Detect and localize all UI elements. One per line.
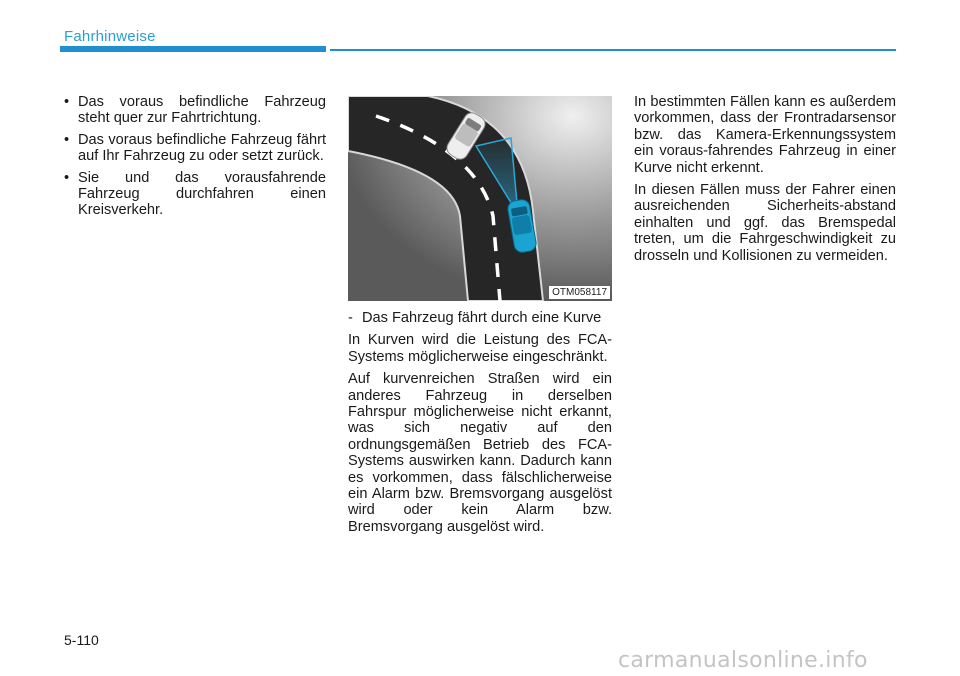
dash-item <box>348 310 612 326</box>
page-number: 5-110 <box>64 632 99 648</box>
dash-marker: - <box>348 310 353 326</box>
curve-road-image <box>348 96 612 301</box>
section-title: Fahrhinweise <box>64 28 156 45</box>
bullet-list <box>64 94 326 219</box>
bullet-item: • Das voraus befindliche Fahrzeug fährt auf Ihr Fahrzeug zu oder setzt zurück. <box>64 132 326 165</box>
paragraph: In diesen Fällen muss der Fahrer einen ausreichenden Sicherheits-abstand einhalten und ggf. das Bremspedal treten, um die Fahrgeschwindigkeit zu drosseln und Kollisionen zu vermeiden. <box>634 182 896 264</box>
curve-illustration <box>348 96 612 301</box>
dash-item-text: Das Fahrzeug fährt durch eine Kurve <box>362 310 602 326</box>
paragraph: Auf kurvenreichen Straßen wird ein anderes Fahrzeug in derselben Fahrspur möglicherweise nicht erkannt, was sich negativ auf den ordnungsgemäßen Betrieb des FCA-Systems auswirken kann. Dadurch kann es vorkommen, dass fälschlicherweise ein Alarm bzw. Bremsvorgang ausgelöst wird oder kein Alarm bzw. Bremsvorgang ausgelöst wird. <box>348 371 612 535</box>
paragraph: In Kurven wird die Leistung des FCA-Systems möglicherweise eingeschränkt. <box>348 332 612 365</box>
header-rule-thick <box>60 46 326 52</box>
figure-label: OTM058117 <box>549 286 610 299</box>
column-left <box>64 94 326 224</box>
header-rule-thin <box>330 49 896 51</box>
bullet-item: • Sie und das vorausfahrende Fahrzeug durchfahren einen Kreisverkehr. <box>64 170 326 219</box>
paragraph: In bestimmten Fällen kann es außerdem vorkommen, dass der Frontradarsensor bzw. das Kamera-Erkennungssystem ein voraus-fahrendes Fahrzeug in einer Kurve nicht erkennt. <box>634 94 896 176</box>
bullet-item: • Das voraus befindliche Fahrzeug steht quer zur Fahrtrichtung. <box>64 94 326 127</box>
watermark: carmanualsonline.info <box>618 648 868 673</box>
column-middle <box>348 310 612 541</box>
column-right <box>634 94 896 270</box>
